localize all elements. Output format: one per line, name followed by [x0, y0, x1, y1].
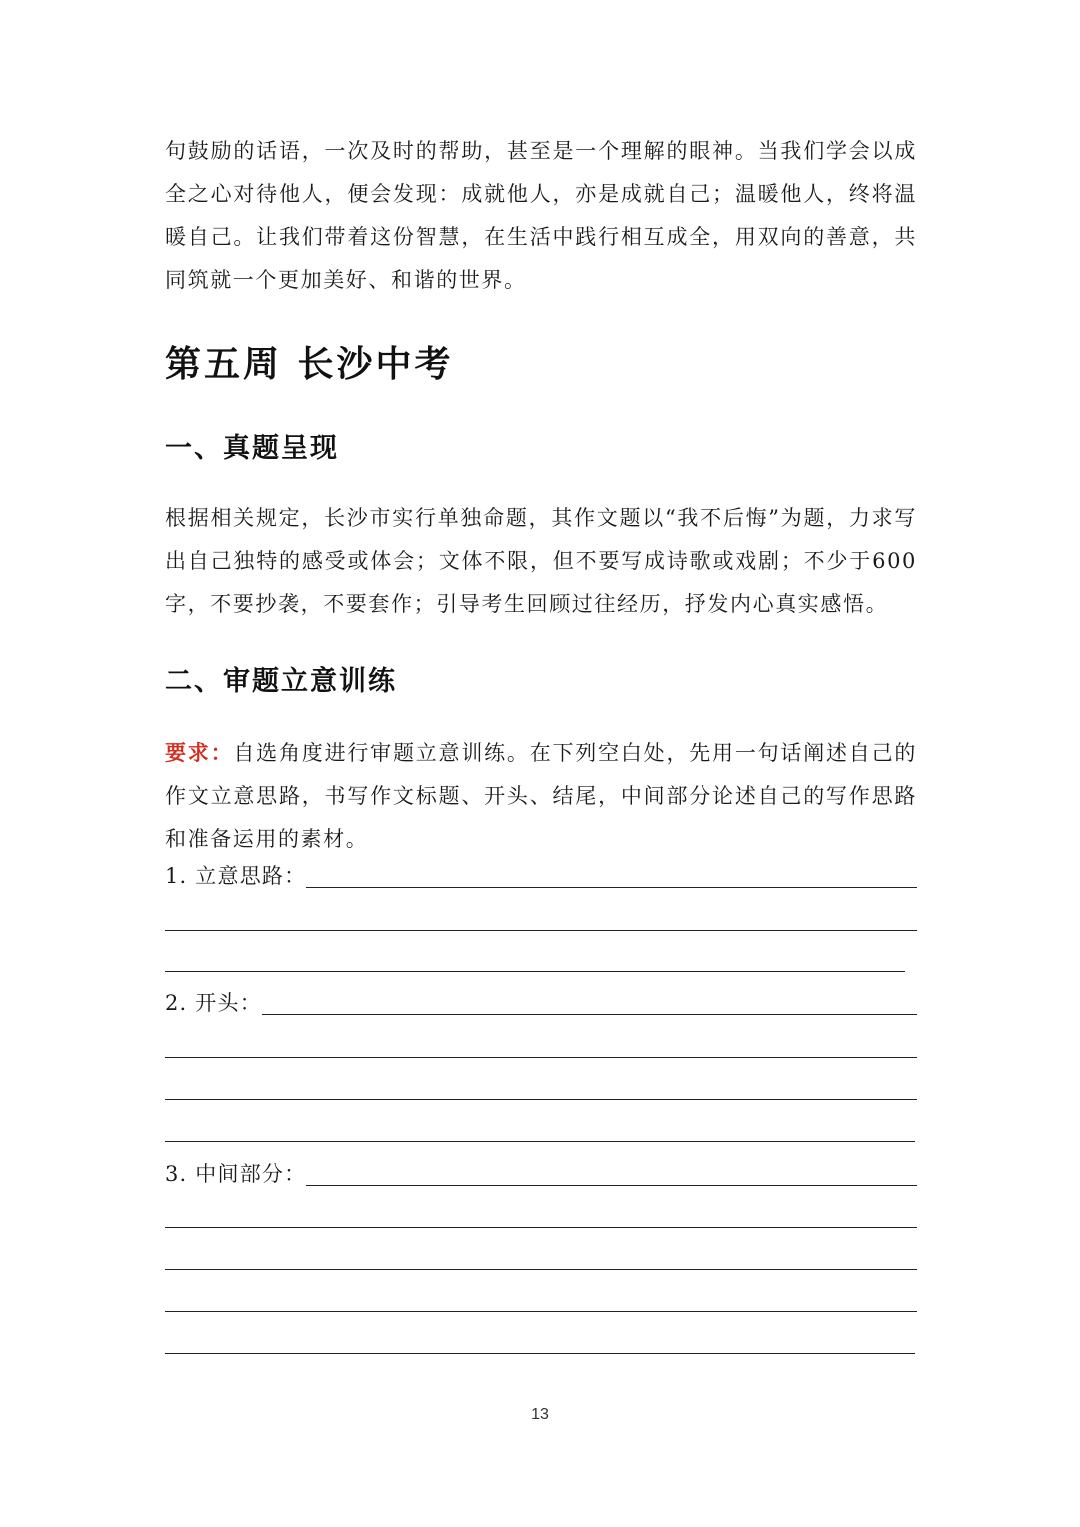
writing-line[interactable] [165, 930, 917, 931]
writing-line[interactable] [165, 1269, 917, 1270]
section-title-real-question: 一、真题呈现 [165, 433, 339, 464]
writing-item-label: 2. 开头： [165, 991, 262, 1015]
writing-line[interactable] [165, 971, 905, 972]
intro-paragraph: 句鼓励的话语，一次及时的帮助，甚至是一个理解的眼神。当我们学会以成全之心对待他人，便会发现：成就他人，亦是成就自己；温暖他人，终将温暖自己。让我们带着这份智慧，在生活中践行相互成全，用双向的善意，共同筑就一个更加美好、和谐的世界。 [165, 139, 917, 292]
page-number: 13 [531, 1406, 549, 1423]
writing-line[interactable] [165, 1057, 917, 1058]
writing-item-idea [165, 860, 917, 890]
writing-line[interactable] [262, 990, 917, 1015]
writing-item-label: 3. 中间部分： [165, 1162, 307, 1186]
section-title-training: 二、审题立意训练 [165, 666, 397, 697]
writing-item-middle [165, 1158, 917, 1188]
writing-item-opening [165, 987, 917, 1017]
writing-line[interactable] [165, 1141, 915, 1142]
writing-line[interactable] [306, 1161, 917, 1186]
question-paragraph: 根据相关规定，长沙市实行单独命题，其作文题以“我不后悔”为题，力求写出自己独特的感受或体会；文体不限，但不要写成诗歌或戏剧；不少于600字，不要抄袭，不要套作；引导考生回顾过往经历，抒发内心真实感悟。 [165, 506, 917, 616]
requirement-text: 自选角度进行审题立意训练。在下列空白处，先用一句话阐述自己的作文立意思路，书写作文标题、开头、结尾，中间部分论述自己的写作思路和准备运用的素材。 [165, 741, 917, 851]
writing-line[interactable] [165, 1353, 915, 1354]
requirement-label: 要求： [165, 740, 234, 765]
writing-item-label: 1. 立意思路： [165, 864, 307, 888]
writing-line[interactable] [306, 863, 917, 888]
writing-line[interactable] [165, 1311, 917, 1312]
writing-line[interactable] [165, 1227, 917, 1228]
writing-line[interactable] [165, 1099, 917, 1100]
requirement-paragraph [165, 731, 917, 861]
chapter-title: 第五周 长沙中考 [165, 344, 454, 385]
